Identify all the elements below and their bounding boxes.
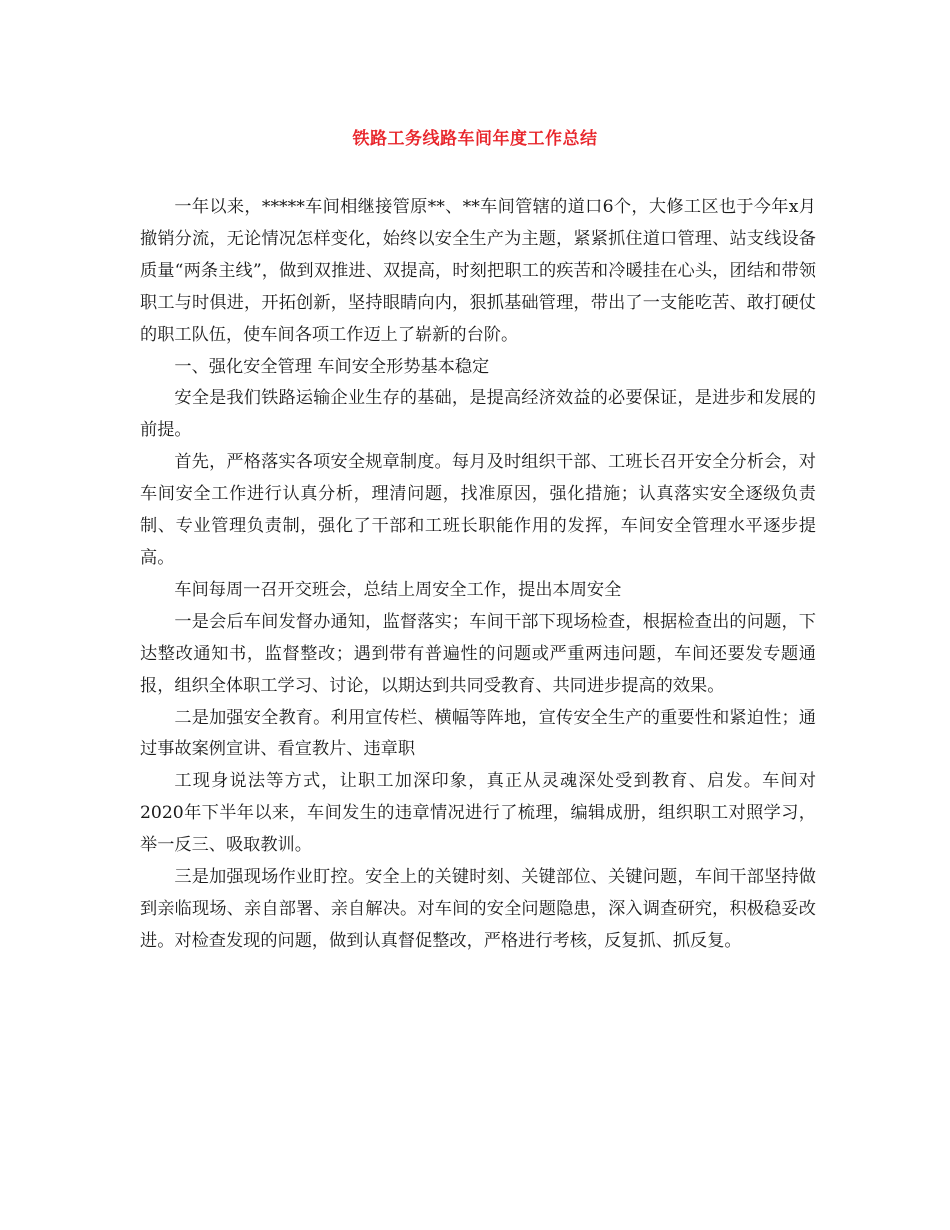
paragraph: 首先，严格落实各项安全规章制度。每月及时组织干部、工班长召开安全分析会，对车间安全工作进行认真分析，理清问题，找准原因，强化措施；认真落实安全逐级负责制、专业管理负责制，强化了干部和工班长职能作用的发挥，车间安全管理水平逐步提高。 <box>140 452 816 568</box>
paragraph: 三是加强现场作业盯控。安全上的关键时刻、关键部位、关键问题，车间干部坚持做到亲临现场、亲自部署、亲自解决。对车间的安全问题隐患，深入调查研究，积极稳妥改进。对检查发现的问题，做到认真督促整改，严格进行考核，反复抓、抓反复。 <box>140 867 816 951</box>
document-body <box>140 192 816 958</box>
paragraph: 安全是我们铁路运输企业生存的基础，是提高经济效益的必要保证，是进步和发展的前提。 <box>140 388 816 441</box>
paragraph: 一是会后车间发督办通知，监督落实；车间干部下现场检查，根据检查出的问题，下达整改通知书，监督整改；遇到带有普遍性的问题或严重两违问题，车间还要发专题通报，组织全体职工学习、讨论，以期达到共同受教育、共同进步提高的效果。 <box>140 611 816 696</box>
document-title: 铁路工务线路车间年度工作总结 <box>352 129 598 149</box>
paragraph: 工现身说法等方式，让职工加深印象，真正从灵魂深处受到教育、启发。车间对2020年下半年以来，车间发生的违章情况进行了梳理，编辑成册，组织职工对照学习，举一反三、吸取教训。 <box>140 771 816 856</box>
section-heading-1: 一、强化安全管理 车间安全形势基本稳定 <box>174 356 490 377</box>
paragraph-intro: 一年以来，*****车间相继接管原**、**车间管辖的道口6个，大修工区也于今年x月撤销分流，无论情况怎样变化，始终以安全生产为主题，紧紧抓住道口管理、站支线设备质量“两条主线”，做到双推进、双提高，时刻把职工的疾苦和冷暖挂在心头，团结和带领职工与时俱进，开拓创新，坚持眼睛向内，狠抓基础管理，带出了一支能吃苦、敢打硬仗的职工队伍，使车间各项工作迈上了崭新的台阶。 <box>140 197 816 345</box>
paragraph: 车间每周一召开交班会，总结上周安全工作，提出本周安全 <box>174 579 622 600</box>
paragraph: 二是加强安全教育。利用宣传栏、横幅等阵地，宣传安全生产的重要性和紧迫性；通过事故案例宣讲、看宣教片、违章职 <box>140 707 816 760</box>
